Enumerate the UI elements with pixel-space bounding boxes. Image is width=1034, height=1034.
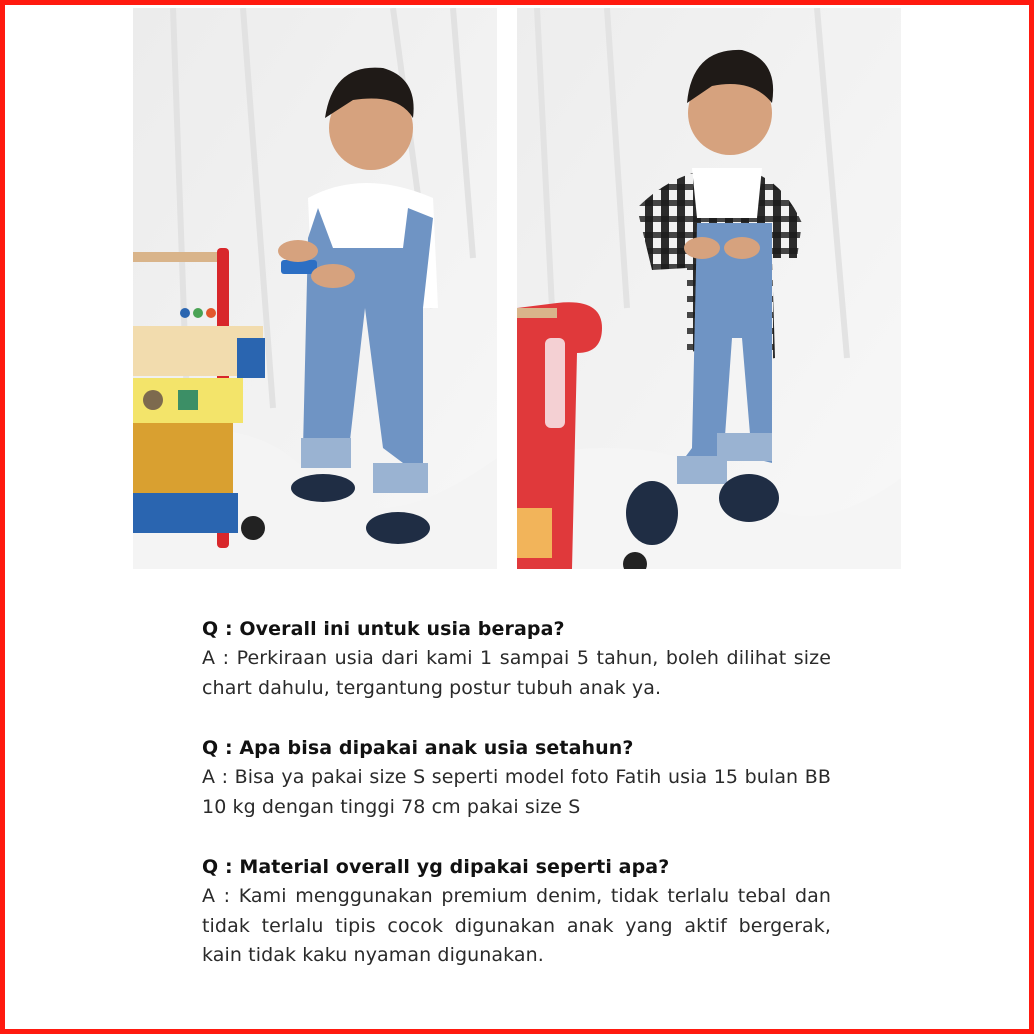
faq-item (202, 852, 831, 971)
faq-question: Q : Material overall yg dipakai seperti apa? (202, 856, 670, 878)
product-photo-left (133, 8, 497, 569)
toddler-plaid-shirt-image (517, 8, 901, 569)
toddler-white-tee-image (133, 8, 497, 569)
faq-question: Q : Apa bisa dipakai anak usia setahun? (202, 737, 634, 759)
faq-section (202, 614, 831, 1001)
product-photo-right (517, 8, 901, 569)
faq-answer: A : Perkiraan usia dari kami 1 sampai 5 tahun, boleh dilihat size chart dahulu, tergantung postur tubuh anak ya. (202, 647, 831, 699)
faq-answer: A : Bisa ya pakai size S seperti model foto Fatih usia 15 bulan BB 10 kg dengan tinggi 78 cm pakai size S (202, 766, 831, 818)
faq-question: Q : Overall ini untuk usia berapa? (202, 618, 565, 640)
faq-item (202, 614, 831, 703)
faq-item (202, 733, 831, 822)
faq-answer: A : Kami menggunakan premium denim, tidak terlalu tebal dan tidak terlalu tipis cocok digunakan anak yang aktif bergerak, kain tidak kaku nyaman digunakan. (202, 885, 831, 966)
